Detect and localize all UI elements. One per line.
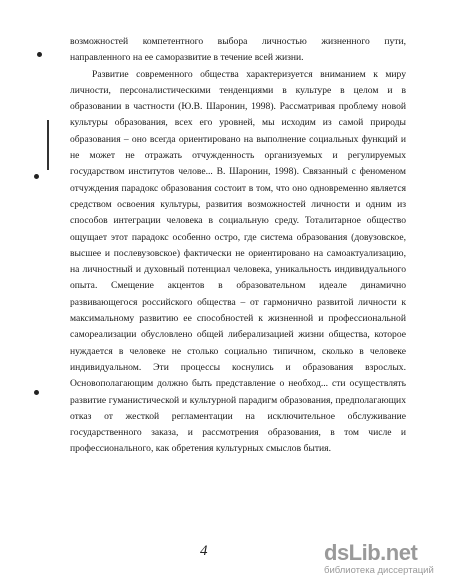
paragraph-main: Развитие современного общества характеризуется вниманием к миру личности, персоналистическими тенденциями в культуре в целом и в образовании в частности (Ю.В. Шаронин, 1998). Рассматривая проблему новой культуры образования, всех его уровней, мы исходим из самой природы образования – оно всегда ориентировано на выполнение социальных функций и не может не отражать отчужденность организуемых и регулируемых государством институтов челове... В. Шаронин, 1998). Связанный с феноменом отчуждения парадокс образования состоит в том, что оно одновременно является средством освоения культуры, развития возможностей личности и одним из способов интеграции человека в социальную среду. Тоталитарное общество ощущает этот парадокс особенно остро, где система образования (довузовское, высшее и послевузовское) фактически не ориентировано на самоактуализацию, на личностный и духовный потенциал человека, уникальность индивидуального опыта. Смещение акцентов в образовательном идеале динамично развивающегося российского общества – от гармонично развитой личности к максимальному развитию ее способностей к жизненной и профессиональной самореализации обусловлено общей либерализацией жизни общества, которое нуждается в человеке не столько социально типичном, сколько в человеке индивидуальном. Эти процессы коснулись и образования взрослых. Основополагающим должно быть представление о необход... сти осуществлять развитие гуманистической и культурной парадигм образования, предполагающих отказ от жесткой регламентации на исключительное обслуживание государственного заказа, и рассмотрения образования, в том числе и профессионального, как обретения культурных смыслов бытия. bbox=[70, 68, 406, 455]
margin-dot-lower bbox=[34, 390, 39, 395]
margin-dot-middle bbox=[34, 174, 39, 179]
margin-dot-top bbox=[37, 52, 42, 57]
watermark-logo: dsLib.net bbox=[324, 540, 418, 565]
paragraph-continuation: возможностей компетентного выбора личностью жизненного пути, направленного на ее саморазвитие в течение всей жизни. bbox=[70, 36, 406, 64]
margin-line bbox=[47, 120, 49, 170]
dslib-watermark bbox=[324, 540, 442, 578]
page-number: 4 bbox=[200, 543, 208, 559]
watermark-subtitle: библиотека диссертаций bbox=[324, 565, 434, 576]
document-body bbox=[70, 34, 406, 458]
